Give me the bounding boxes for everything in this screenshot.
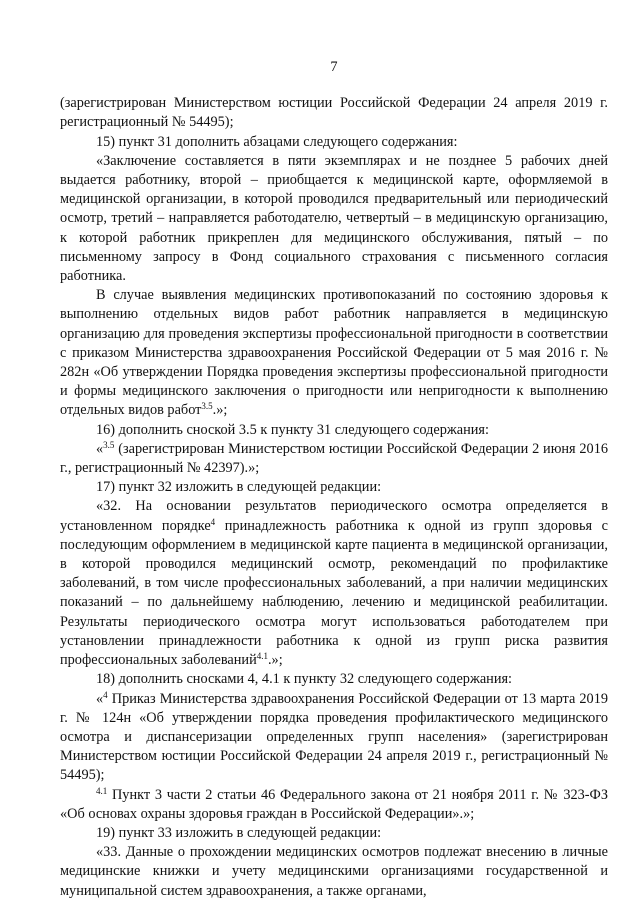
paragraph — [60, 286, 608, 420]
footnote-reference: 3.5 — [201, 401, 213, 412]
footnote-reference: 4 — [210, 516, 216, 527]
paragraph — [60, 133, 608, 152]
document-body — [60, 94, 608, 901]
footnote-reference: 4.1 — [96, 785, 108, 796]
paragraph-text: (зарегистрирован Министерством юстиции Российской Федерации 2 июня 2016 г., регистрационный № 42397).»; — [60, 440, 608, 477]
paragraph — [60, 478, 608, 497]
paragraph-text: В случае выявления медицинских противопоказаний по состоянию здоровья к выполнению отдельных видов работ работник направляется в медицинскую организацию для проведения экспертизы профессиональной пригодности в соответствии с приказом Министерства здравоохранения Российской Федерации от 5 мая 2016 г. № 282н «Об утверждении Порядка проведения экспертизы профессиональной пригодности и формы медицинского заключения о пригодности или непригодности к выполнению отдельных видов работ — [60, 287, 608, 419]
paragraph-text: Приказ Министерства здравоохранения Российской Федерации от 13 марта 2019 г. № 124н «Об утверждении порядка проведения профилактического медицинского осмотра и диспансеризации определенных групп населения» (зарегистрирован Министерством юстиции Российской Федерации 24 апреля 2019 г., регистрационный № 54495); — [60, 690, 608, 784]
paragraph-text: (зарегистрирован Министерством юстиции Российской Федерации 24 апреля 2019 г. регистрационный № 54495); — [60, 95, 608, 131]
paragraph-text: « — [96, 440, 104, 457]
page-number: 7 — [330, 59, 338, 75]
paragraph — [60, 670, 608, 689]
paragraph-text: Пункт 3 части 2 статьи 46 Федерального закона от 21 ноября 2011 г. № 323-ФЗ «Об основах охраны здоровья граждан в Российской Федерации».»; — [60, 786, 608, 822]
paragraph-text: «33. Данные о прохождении медицинских осмотров подлежат внесению в личные медицинские книжки и учету медицинскими организациями государственной и муниципальной систем здравоохранения, а также органами, — [60, 844, 608, 899]
paragraph-text: 16) дополнить сноской 3.5 к пункту 31 следующего содержания: — [96, 421, 489, 438]
paragraph-text: .»; — [267, 652, 283, 669]
document-page — [60, 58, 608, 901]
paragraph-text: принадлежность работника к одной из групп здоровья с последующим оформлением в медицинской карте пациента в медицинской организации, в которой проводился медицинский осмотр, рекомендаций по профилактике заболеваний, в том числе профессиональных заболеваний, а при наличии медицинских показаний – по дальнейшему наблюдению, лечению и медицинской реабилитации. Результаты периодического осмотра могут использоваться работодателем при установлении принадлежности работника к одной из групп риска развития профессиональных заболеваний — [60, 517, 608, 669]
footnote-reference: 3.5 — [103, 439, 115, 450]
paragraph — [60, 497, 608, 670]
footnote-reference: 4.1 — [256, 651, 268, 662]
paragraph — [60, 843, 608, 901]
paragraph-text: «32. На основании результатов периодического осмотра определяется в установленном порядке — [60, 498, 608, 534]
paragraph-text: « — [96, 690, 104, 707]
paragraph-text: 15) пункт 31 дополнить абзацами следующего содержания: — [96, 133, 458, 150]
paragraph — [60, 421, 608, 440]
paragraph — [60, 786, 608, 824]
paragraph — [60, 824, 608, 843]
footnote-reference: 4 — [103, 689, 108, 700]
paragraph — [60, 94, 608, 132]
paragraph — [60, 690, 608, 786]
paragraph-text: 18) дополнить сносками 4, 4.1 к пункту 32 следующего содержания: — [96, 671, 513, 688]
paragraph-text: «Заключение составляется в пяти экземплярах и не позднее 5 рабочих дней выдается работнику, второй – приобщается к медицинской карте, оформляемой в медицинской организации, в которой проводился предварительный или периодический осмотр, третий – направляется работодателю, четвертый – в медицинскую организацию, к которой работник прикреплен для медицинского обслуживания, пятый – по письменному запросу в Фонд социального страхования с письменного согласия работника. — [60, 152, 608, 285]
paragraph — [60, 152, 608, 286]
paragraph-text: 19) пункт 33 изложить в следующей редакции: — [96, 824, 382, 841]
paragraph — [60, 440, 608, 478]
paragraph-text: .»; — [212, 402, 228, 419]
paragraph-text: 17) пункт 32 изложить в следующей редакции: — [96, 479, 382, 496]
